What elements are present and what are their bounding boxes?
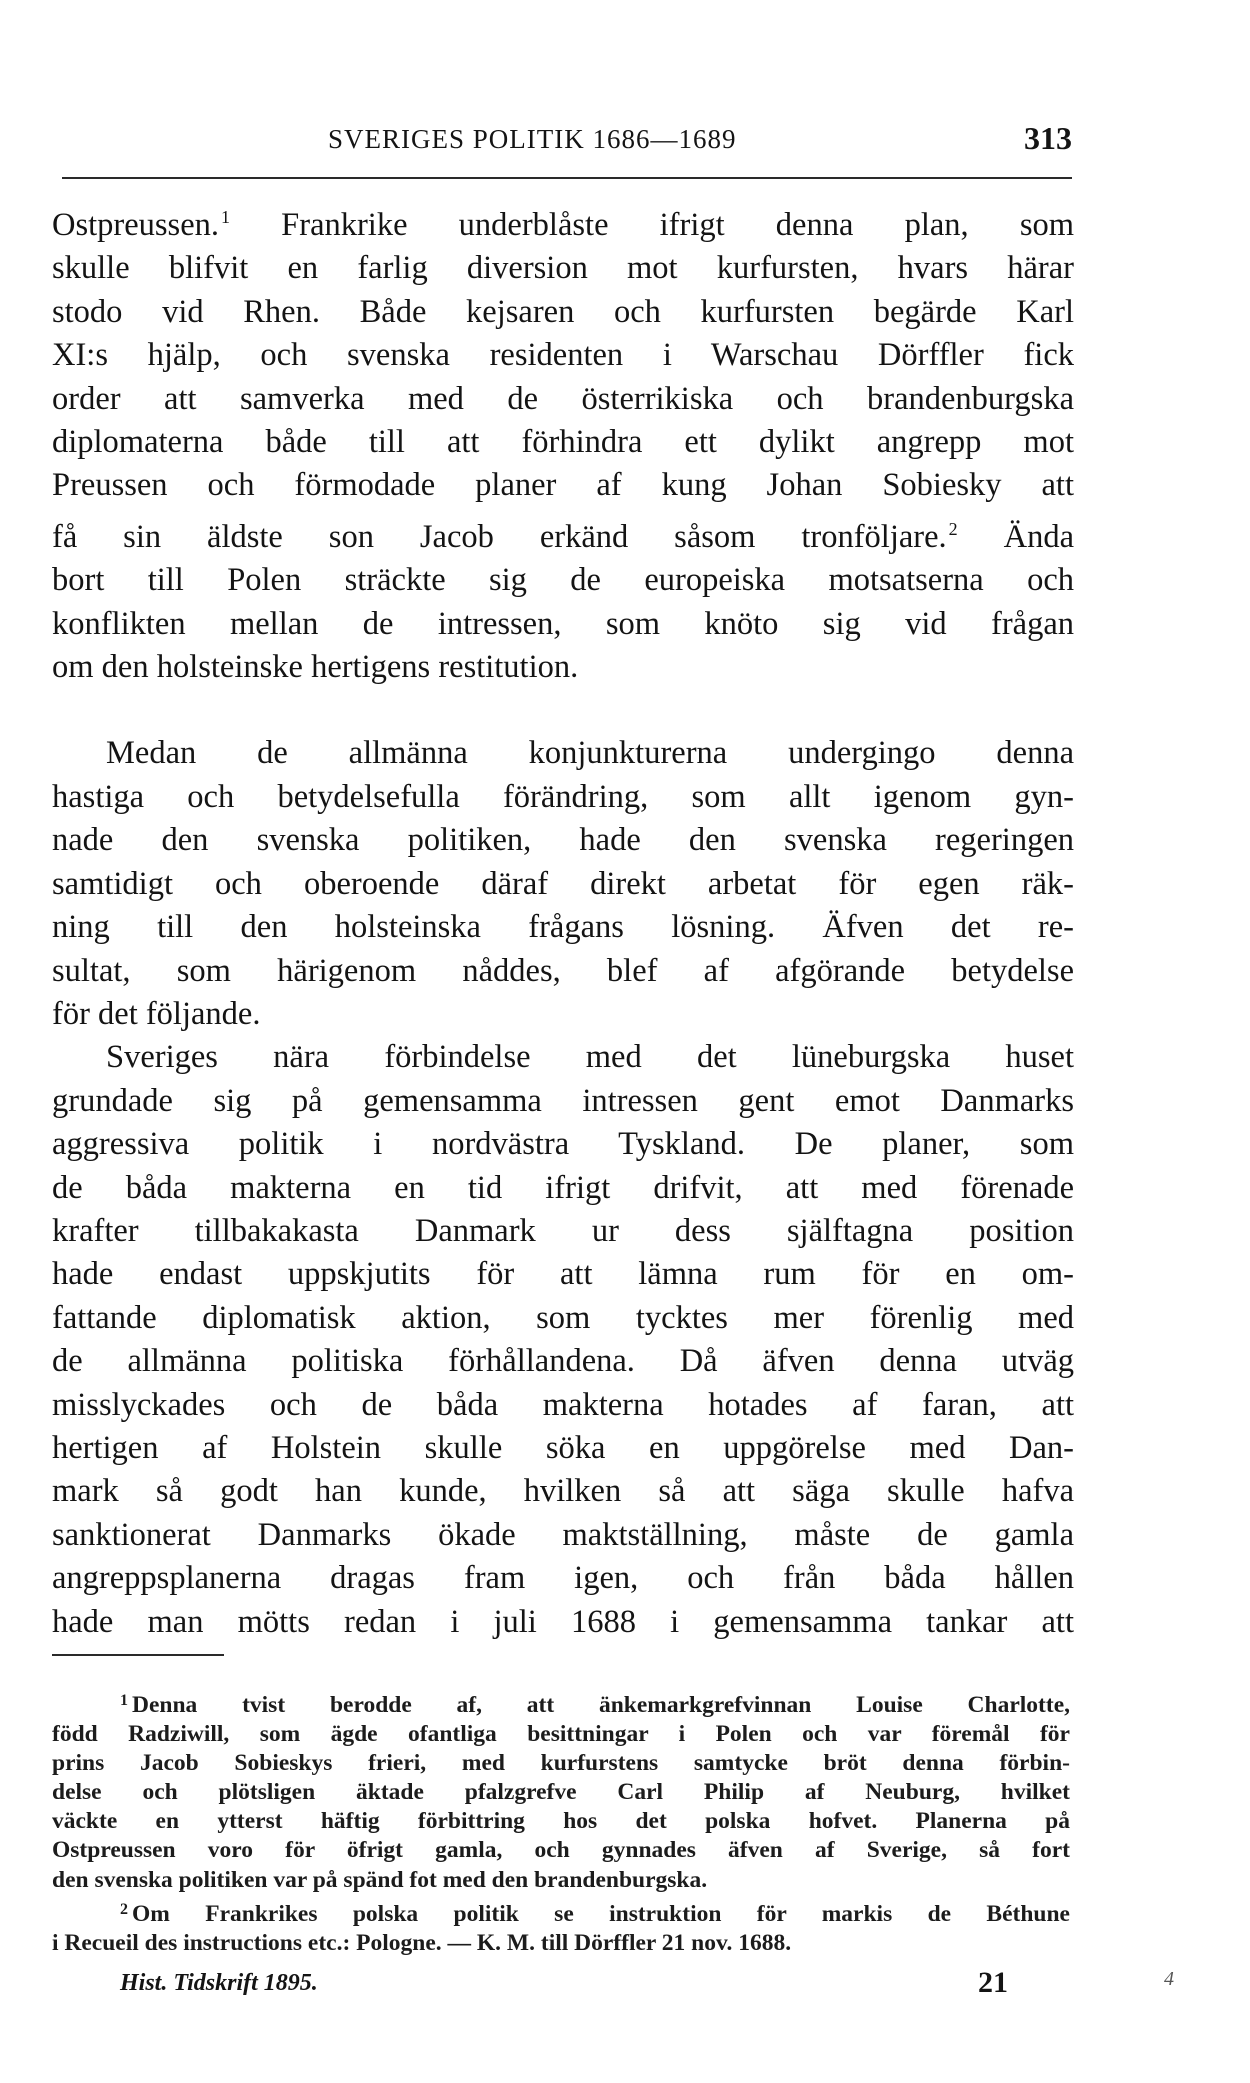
footnote-ref-1: 1 bbox=[221, 207, 230, 227]
text-line: konflikten mellan de intressen, som knöto sig vid frågan bbox=[52, 605, 1074, 642]
footnote-line: i Recueil des instructions etc.: Pologne. — K. M. till Dörffler 21 nov. 1688. bbox=[52, 1929, 792, 1956]
text-line: Sveriges nära förbindelse med det lüneburgska huset bbox=[106, 1039, 1074, 1076]
text-line: stodo vid Rhen. Både kejsaren och kurfursten begärde Karl bbox=[52, 293, 1074, 330]
footnote-line: prins Jacob Sobieskys frieri, med kurfurstens samtycke bröt denna förbin- bbox=[52, 1750, 1070, 1777]
page-number: 313 bbox=[1024, 120, 1072, 156]
text-line: hertigen af Holstein skulle söka en uppgörelse med Dan- bbox=[52, 1429, 1074, 1466]
page-header bbox=[62, 120, 1072, 160]
running-title: SVERIGES POLITIK 1686—1689 bbox=[328, 124, 737, 154]
text-line: nade den svenska politiken, hade den svenska regeringen bbox=[52, 822, 1074, 859]
footnote-marker: 2 bbox=[120, 1900, 128, 1918]
footnote-line: den svenska politiken var på spänd fot med den brandenburgska. bbox=[52, 1866, 708, 1893]
text-line: ning till den holsteinska frågans lösning. Äfven det re- bbox=[52, 909, 1074, 946]
text-line: Preussen och förmodade planer af kung Johan Sobiesky att bbox=[52, 467, 1074, 504]
footnote-text: Denna tvist berodde af, att änkemarkgrefvinnan Louise Charlotte, bbox=[132, 1692, 1070, 1718]
paragraph-1 bbox=[52, 196, 1074, 689]
text-line: XI:s hjälp, och svenska residenten i Warschau Dörffler fick bbox=[52, 337, 1074, 374]
line-text: få sin äldste son Jacob erkänd såsom tronföljare. bbox=[52, 518, 947, 555]
text-line: sanktionerat Danmarks ökade maktställning, måste de gamla bbox=[52, 1516, 1074, 1553]
text-line: Medan de allmänna konjunkturerna undergingo denna bbox=[106, 735, 1074, 772]
text-line: de båda makterna en tid ifrigt drifvit, att med förenade bbox=[52, 1169, 1074, 1206]
text-line: för det följande. bbox=[52, 995, 261, 1032]
footnote-line: född Radziwill, som ägde ofantliga besittningar i Polen och var föremål för bbox=[52, 1721, 1070, 1748]
footnote-text: Om Frankrikes polska politik se instruktion för markis de Béthune bbox=[132, 1900, 1070, 1927]
paragraph-2 bbox=[52, 732, 1074, 1036]
footnote-line bbox=[52, 1686, 1070, 1720]
corner-mark: 4 bbox=[1164, 1968, 1174, 1990]
text-line: om den holsteinske hertigens restitution. bbox=[52, 649, 579, 686]
text-line: bort till Polen sträckte sig de europeiska motsatserna och bbox=[52, 562, 1074, 599]
footnote-line: väckte en ytterst häftig förbittring hos det polska hofvet. Planerna på bbox=[52, 1808, 1070, 1835]
footnote-2 bbox=[52, 1895, 1070, 1958]
body-text bbox=[52, 196, 1074, 1644]
text-line: diplomaterna både till att förhindra ett dylikt angrepp mot bbox=[52, 424, 1074, 461]
text-line: sultat, som härigenom nåddes, blef af afgörande betydelse bbox=[52, 952, 1074, 989]
signature-line bbox=[120, 1966, 1020, 2006]
text-line: aggressiva politik i nordvästra Tyskland. De planer, som bbox=[52, 1126, 1074, 1163]
paragraph-3 bbox=[52, 1036, 1074, 1644]
footnote-marker: 1 bbox=[120, 1692, 128, 1709]
footnotes bbox=[52, 1686, 1070, 1958]
footnote-line: Ostpreussen voro för öfrigt gamla, och gynnades äfven af Sverige, så fort bbox=[52, 1837, 1070, 1864]
footnote-rule bbox=[52, 1654, 224, 1656]
text-line: fattande diplomatisk aktion, som tycktes mer förenlig med bbox=[52, 1299, 1074, 1336]
footnote-line: delse och plötsligen äktade pfalzgrefve Carl Philip af Neuburg, hvilket bbox=[52, 1779, 1070, 1806]
text-line: angreppsplanerna dragas fram igen, och från båda hållen bbox=[52, 1560, 1074, 1597]
line-text-rest: Ända bbox=[957, 518, 1074, 555]
footnote-1 bbox=[52, 1686, 1070, 1895]
text-line: grundade sig på gemensamma intressen gent emot Danmarks bbox=[52, 1082, 1074, 1119]
header-rule bbox=[62, 177, 1072, 179]
text-line: de allmänna politiska förhållandena. Då äfven denna utväg bbox=[52, 1343, 1074, 1380]
text-line: mark så godt han kunde, hvilken så att säga skulle hafva bbox=[52, 1473, 1074, 1510]
text-line: samtidigt och oberoende däraf direkt arbetat för egen räk- bbox=[52, 865, 1074, 902]
text-line: order att samverka med de österrikiska och brandenburgska bbox=[52, 380, 1074, 417]
text-line: hade endast uppskjutits för att lämna rum för en om- bbox=[52, 1256, 1074, 1293]
text-line: hade man mötts redan i juli 1688 i gemensamma tankar att bbox=[52, 1603, 1074, 1640]
line-text: Ostpreussen. bbox=[52, 207, 219, 243]
footnote-ref-2: 2 bbox=[948, 518, 958, 539]
text-line bbox=[52, 508, 1074, 559]
text-line: krafter tillbakakasta Danmark ur dess själftagna position bbox=[52, 1212, 1074, 1249]
journal-signature: Hist. Tidskrift 1895. bbox=[120, 1970, 318, 1996]
text-line: hastiga och betydelsefulla förändring, som allt igenom gyn- bbox=[52, 778, 1074, 815]
footnote-line bbox=[52, 1895, 1070, 1929]
text-line: skulle blifvit en farlig diversion mot kurfursten, hvars härar bbox=[52, 250, 1074, 287]
text-line bbox=[52, 196, 1074, 247]
line-text-rest: Frankrike underblåste ifrigt denna plan, som bbox=[230, 207, 1074, 243]
text-line: misslyckades och de båda makterna hotades af faran, att bbox=[52, 1386, 1074, 1423]
sheet-signature: 21 bbox=[978, 1966, 1008, 1999]
